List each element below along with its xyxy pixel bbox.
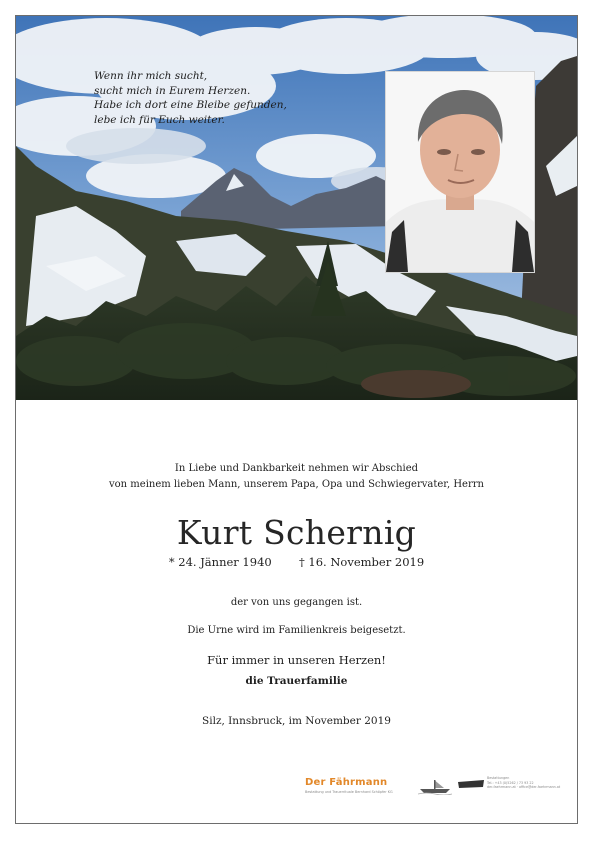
brand-subtitle: Bestattung und Trauerrituale Bernhard Schöpfer KG bbox=[305, 790, 393, 794]
funeral-home-footer bbox=[305, 775, 561, 801]
brand-logo: Der Fährmann bbox=[305, 777, 388, 788]
life-dates bbox=[16, 554, 577, 570]
intro-line-1: In Liebe und Dankbarkeit nehmen wir Abschied bbox=[174, 463, 419, 474]
contact-line: Bestattungen bbox=[487, 776, 510, 780]
death-symbol: † bbox=[299, 555, 305, 569]
urn-line: Die Urne wird im Familienkreis beigesetzt. bbox=[187, 625, 406, 636]
mountain-photo bbox=[16, 16, 577, 400]
contact-info bbox=[487, 776, 560, 790]
notice-text bbox=[16, 400, 577, 728]
intro-text bbox=[16, 461, 577, 493]
hearts-line: Für immer in unseren Herzen! bbox=[207, 653, 386, 667]
poem-line: sucht mich in Eurem Herzen. bbox=[94, 84, 251, 97]
departed-line: der von uns gegangen ist. bbox=[230, 597, 363, 608]
poem-line: Habe ich dort eine Bleibe gefunden, bbox=[94, 99, 287, 111]
birth-date: 24. Jänner 1940 bbox=[178, 555, 272, 569]
portrait-photo bbox=[386, 72, 534, 272]
poem-line: lebe ich für Euch weiter. bbox=[94, 113, 225, 126]
boat-icon bbox=[418, 777, 452, 795]
death-date: 16. November 2019 bbox=[308, 555, 425, 569]
memorial-poem bbox=[94, 69, 287, 127]
place-date: Silz, Innsbruck, im November 2019 bbox=[202, 715, 391, 727]
born-symbol: * bbox=[168, 555, 175, 569]
obituary-card bbox=[15, 15, 578, 824]
portrait-image bbox=[386, 72, 534, 272]
deceased-name: Kurt Schernig bbox=[176, 513, 417, 552]
signature: die Trauerfamilie bbox=[245, 675, 348, 687]
coffin-icon bbox=[457, 778, 485, 790]
poem-line: Wenn ihr mich sucht, bbox=[94, 70, 208, 82]
contact-line: der-faehrmann.at · office@der-faehrmann.at bbox=[487, 785, 561, 790]
contact-line: Tel.: +43 (0)5262 / 73 93 22 bbox=[487, 780, 534, 785]
intro-line-2: von meinem lieben Mann, unserem Papa, Opa und Schwiegervater, Herrn bbox=[109, 479, 484, 490]
